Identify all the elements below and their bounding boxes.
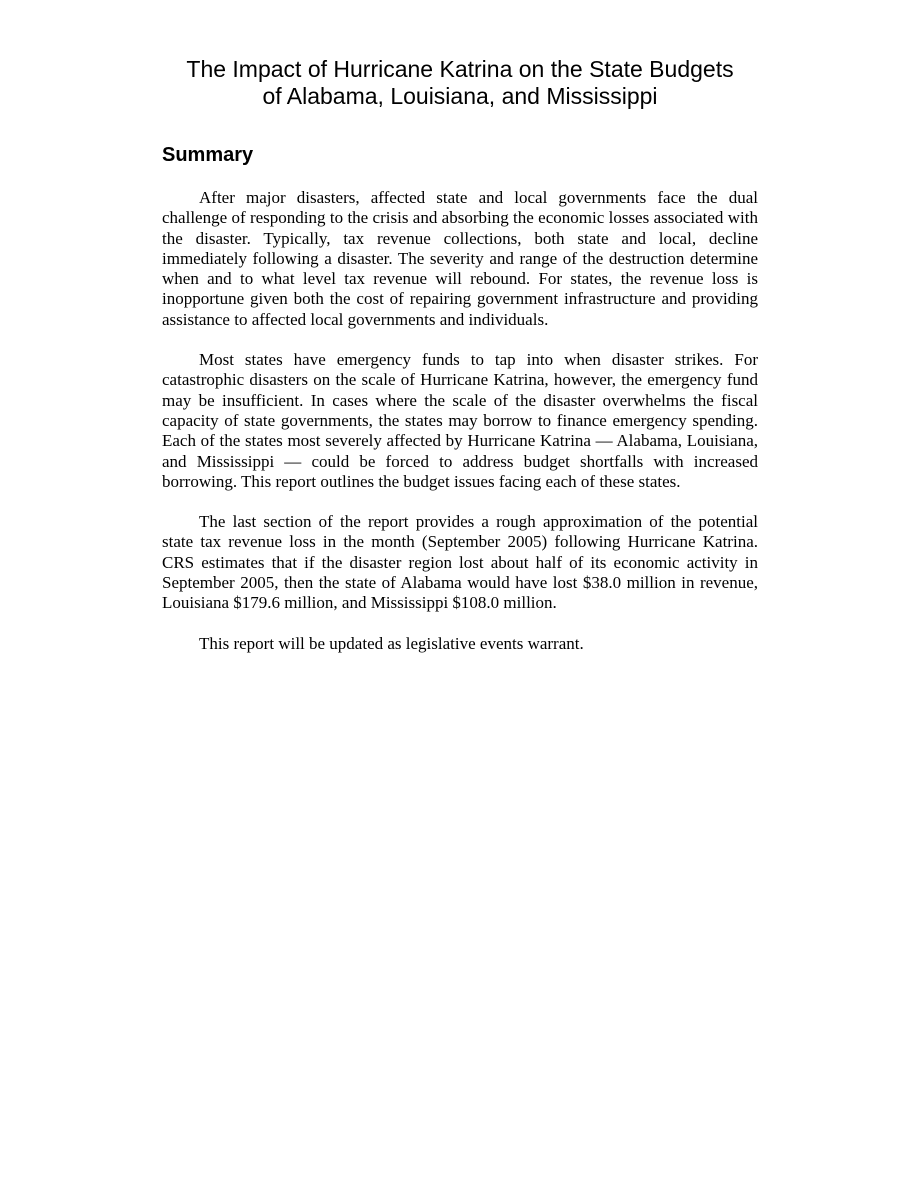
document-page	[162, 0, 758, 654]
summary-paragraph-2: Most states have emergency funds to tap into when disaster strikes. For catastrophic disasters on the scale of Hurricane Katrina, however, the emergency fund may be insufficient. In cases where the scale of the disaster overwhelms the fiscal capacity of state governments, the states may borrow to finance emergency spending. Each of the states most severely affected by Hurricane Katrina — Alabama, Louisiana, and Mississippi — could be forced to address budget shortfalls with increased borrowing. This report outlines the budget issues facing each of these states.	[162, 350, 758, 491]
summary-heading: Summary	[162, 144, 254, 166]
summary-paragraph-1: After major disasters, affected state and local governments face the dual challenge of responding to the crisis and absorbing the economic losses associated with the disaster. Typically, tax revenue collections, both state and local, decline immediately following a disaster. The severity and range of the destruction determine when and to what level tax revenue will rebound. For states, the revenue loss is inopportune given both the cost of repairing government infrastructure and providing assistance to affected local governments and individuals.	[162, 188, 758, 329]
summary-paragraph-3: The last section of the report provides a rough approximation of the potential state tax revenue loss in the month (September 2005) following Hurricane Katrina. CRS estimates that if the disaster region lost about half of its economic activity in September 2005, then the state of Alabama would have lost $38.0 million in revenue, Louisiana $179.6 million, and Mississippi $108.0 million.	[162, 512, 758, 613]
document-title	[162, 0, 758, 110]
summary-paragraph-4: This report will be updated as legislative events warrant.	[199, 633, 584, 653]
title-line-2: of Alabama, Louisiana, and Mississippi	[262, 83, 658, 109]
title-line-1: The Impact of Hurricane Katrina on the State Budgets	[186, 56, 734, 82]
